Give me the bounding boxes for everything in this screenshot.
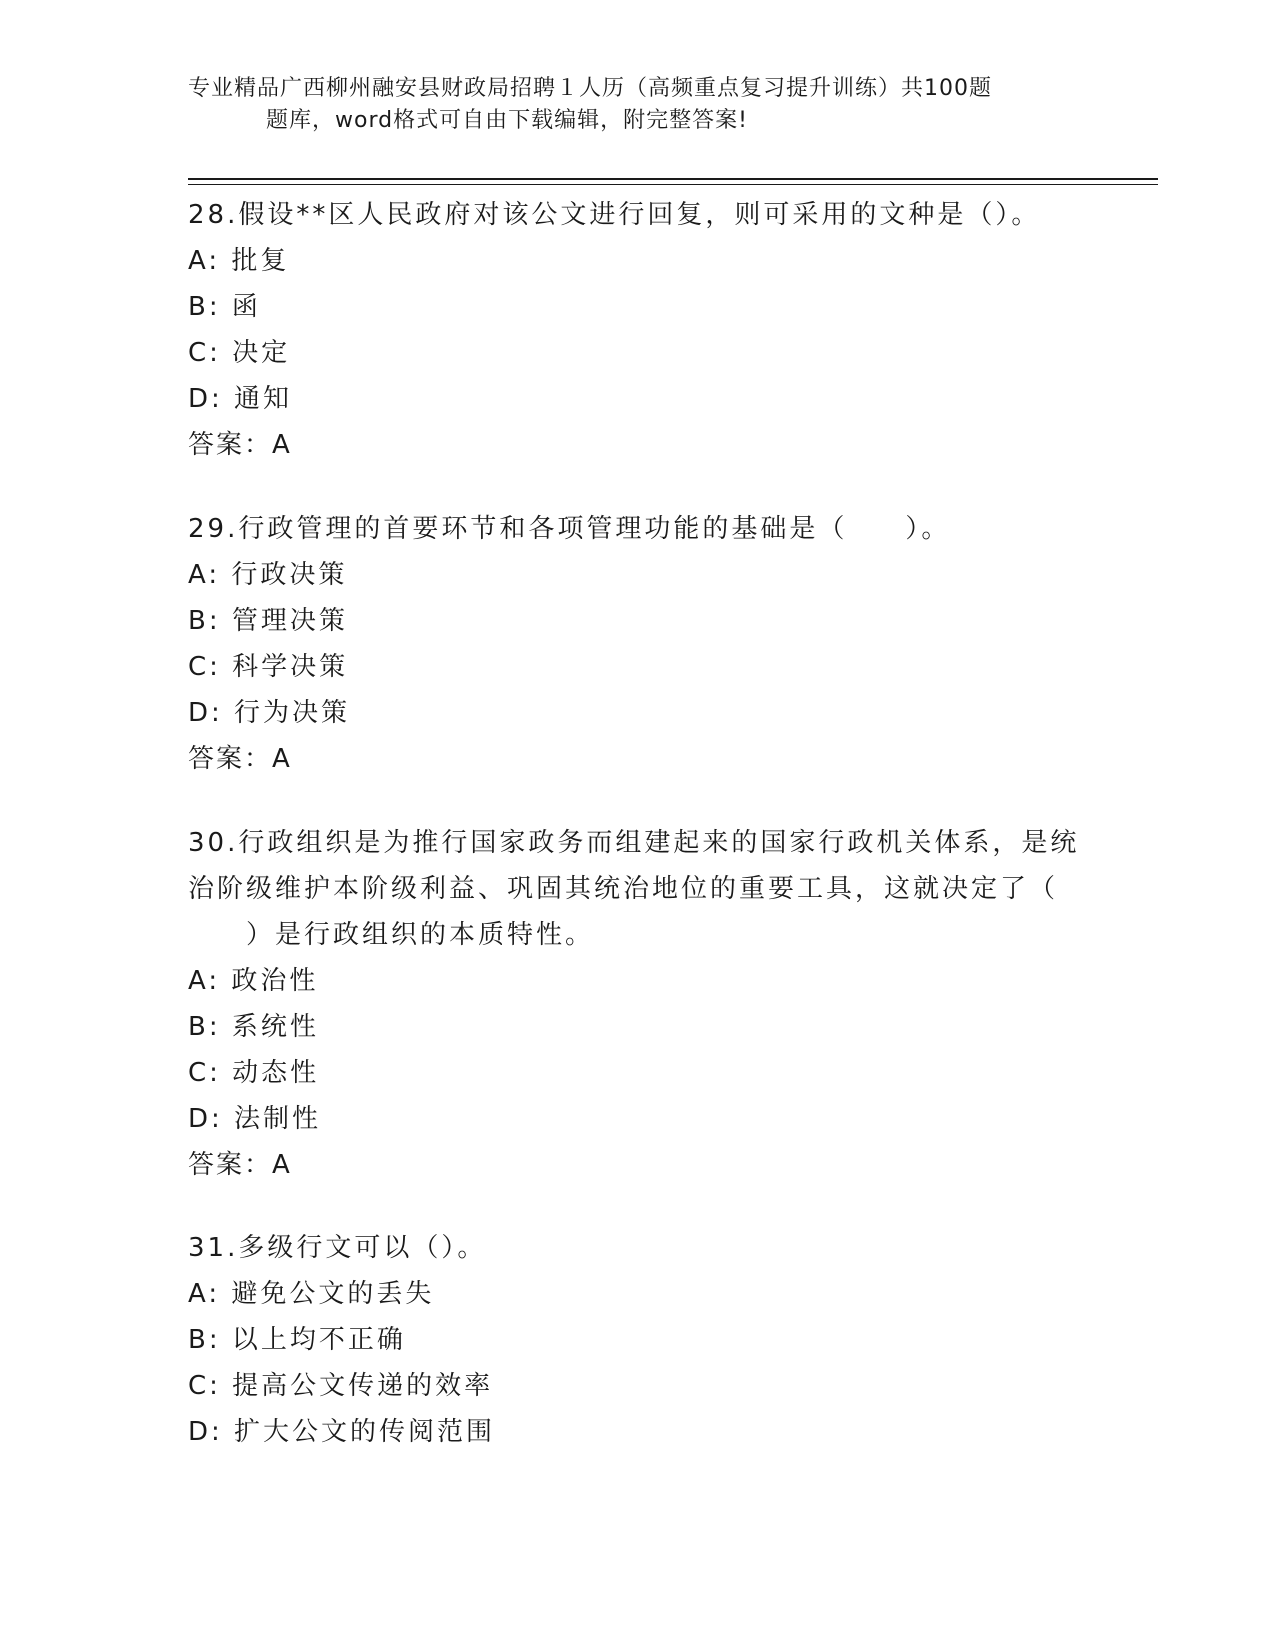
question-stem-line-1: 30.行政组织是为推行国家政务而组建起来的国家行政机关体系，是统 [188,828,1080,858]
header-title-line-1: 专业精品广西柳州融安县财政局招聘１人历（高频重点复习提升训练）共100题 [188,76,992,101]
question-29 [188,506,1088,782]
option-b: B: 以上均不正确 [188,1325,406,1355]
option-c: C: 决定 [188,338,291,368]
option-c: C: 提高公文传递的效率 [188,1371,494,1401]
option-c: C: 动态性 [188,1058,320,1088]
answer-label: 答案： [188,430,273,460]
question-stem: 29.行政管理的首要环节和各项管理功能的基础是（ ）。 [188,514,951,544]
option-b: B: 管理决策 [188,606,348,636]
option-d: D: 通知 [188,384,293,414]
option-a: A: 批复 [188,246,290,276]
answer-label: 答案： [188,1150,273,1180]
option-a: A: 政治性 [188,966,319,996]
answer-line [188,736,1088,782]
question-30 [188,820,1088,1188]
option-d: D: 法制性 [188,1104,322,1134]
answer-label: 答案： [188,744,273,774]
option-a: A: 避免公文的丢失 [188,1279,435,1309]
answer-value: A [272,430,292,460]
question-stem-line-2: 治阶级维护本阶级利益、巩固其统治地位的重要工具，这就决定了（ [188,874,1059,904]
question-stem: 28.假设**区人民政府对该公文进行回复，则可采用的文种是（）。 [188,200,1041,230]
answer-line [188,1142,1088,1188]
option-a: A: 行政决策 [188,560,348,590]
question-31 [188,1225,1088,1455]
question-stem: 31.多级行文可以（）。 [188,1233,487,1263]
option-b: B: 系统性 [188,1012,319,1042]
answer-value: A [272,744,292,774]
option-d: D: 行为决策 [188,698,351,728]
answer-line [188,422,1088,468]
answer-value: A [272,1150,292,1180]
header-divider-thick [188,178,1158,180]
header-title-line-2: 题库，word格式可自由下载编辑，附完整答案! [266,108,748,133]
question-stem-line-3: ）是行政组织的本质特性。 [188,920,595,950]
header-divider-thin [188,184,1158,185]
option-b: B: 函 [188,292,261,322]
option-c: C: 科学决策 [188,652,349,682]
option-d: D: 扩大公文的传阅范围 [188,1417,496,1447]
question-28 [188,192,1088,468]
